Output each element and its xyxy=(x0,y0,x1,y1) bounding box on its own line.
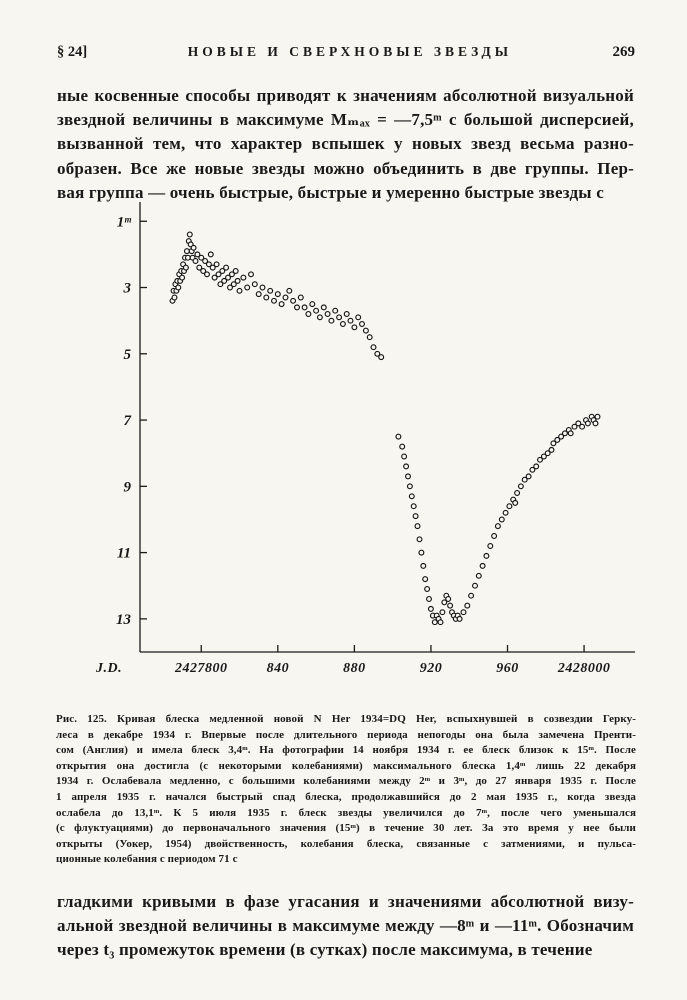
svg-text:J.D.: J.D. xyxy=(96,661,123,676)
paragraph-bottom: гладкими кривыми в фазе угасания и значениями абсолютной визу- альной звездной величины в максимуме между —8ᵐ и —11ᵐ. Обозначим через t₃ промежуток времени (в сутках) после максимума, в течение xyxy=(57,892,634,960)
svg-text:1ᵐ: 1ᵐ xyxy=(116,214,131,231)
svg-text:5: 5 xyxy=(123,346,131,363)
svg-text:840: 840 xyxy=(266,661,290,676)
svg-text:880: 880 xyxy=(343,661,366,676)
svg-text:2428000: 2428000 xyxy=(557,661,611,676)
svg-text:9: 9 xyxy=(123,479,131,496)
svg-text:920: 920 xyxy=(419,661,443,676)
svg-text:960: 960 xyxy=(496,661,519,676)
running-header xyxy=(57,44,635,61)
light-curve-chart xyxy=(90,194,637,686)
svg-text:13: 13 xyxy=(116,611,131,628)
page-number: 269 xyxy=(612,44,635,60)
svg-text:3: 3 xyxy=(123,280,131,297)
paragraph-top: ные косвенные способы приводят к значениям абсолютной визуальной звездной величины в максимуме Mₘₐₓ = —7,5ᵐ с большой дисперсией, вызванной тем, что характер вспышек у новых звезд весьма разно- образен. Все же новые звезды можно объединить в две группы. Пер- вая группа — очень быстрые, быстрые и умеренно быстрые звезды с xyxy=(57,86,634,202)
figure-light-curve xyxy=(90,194,637,686)
svg-text:7: 7 xyxy=(123,413,131,430)
figure-caption: Рис. 125. Кривая блеска медленной новой N Her 1934=DQ Her, вспыхнувшей в созвездии Герку- леса в декабре 1934 г. Впервые после длительного периода непогоды она была замечена Пренти- сом (Англия) и имела блеск 3,4ᵐ. На фотографии 14 ноября 1934 г. ее блеск близок к 15ᵐ. После открытия она достигла (с некоторыми колебаниями) максимального блеска 1,4ᵐ лишь 22 декабря 1934 г. Ослабевала медленно, с большими колебаниями между 2ᵐ и 3ᵐ, до 27 января 1935 г. После 1 апреля 1935 г. начался быстрый спад блеска, продолжавшийся до 2 мая 1935 г., когда звезда ослабела до 13,1ᵐ. К 5 июля 1935 г. блеск звезды увеличился до 7ᵐ, после чего уменьшался (с флуктуациями) до первоначального значения (15ᵐ) в течение 30 лет. За это время у нее были открыты (Уокер, 1954) двойственность, колебания блеска, связанные с затмениями, и пульса- ционные колебания с периодом 71 с xyxy=(56,713,636,866)
section-number: § 24] xyxy=(57,44,88,60)
svg-text:11: 11 xyxy=(116,545,131,562)
svg-text:2427800: 2427800 xyxy=(175,661,228,676)
running-title: НОВЫЕ И СВЕРХНОВЫЕ ЗВЕЗДЫ xyxy=(187,44,513,59)
